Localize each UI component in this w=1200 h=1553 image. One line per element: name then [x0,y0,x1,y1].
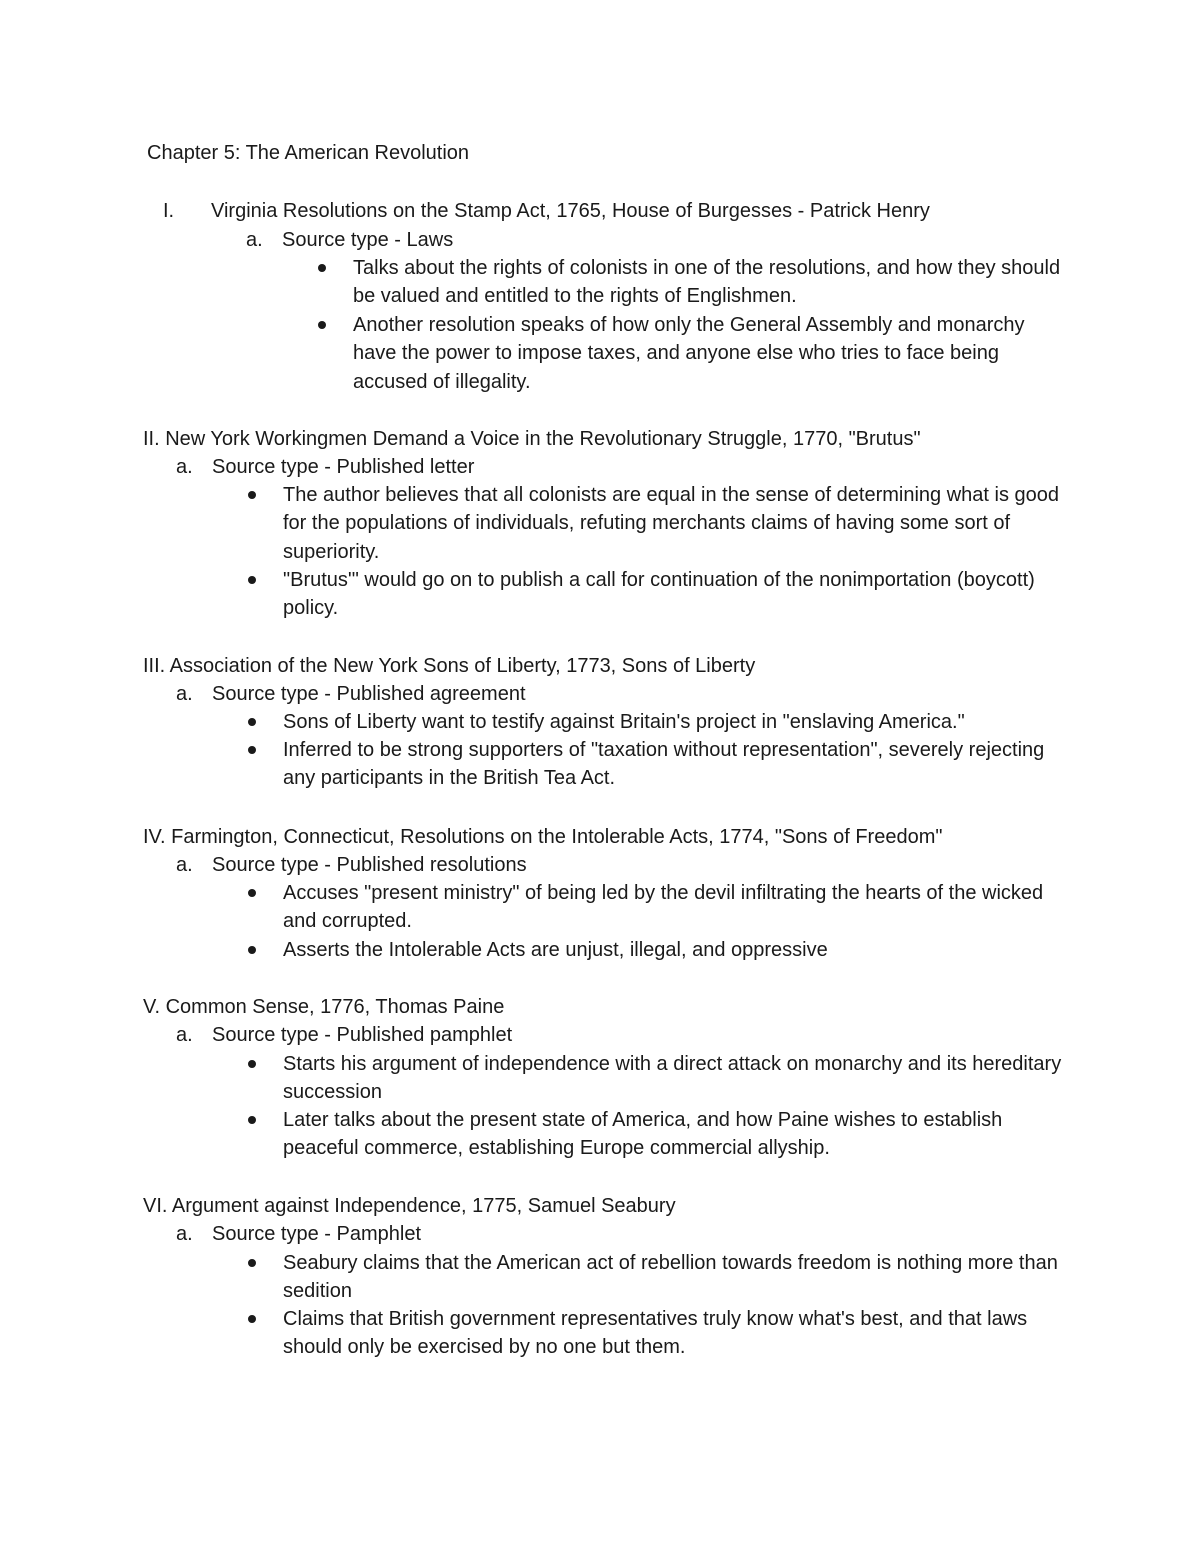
source-type: Source type - Pamphlet [212,1223,421,1245]
bullet-text: Later talks about the present state of America, and how Paine wishes to establish peaceful commerce, establishing Europe commercial allyship. [283,1109,1003,1160]
bullet-icon [248,576,256,584]
bullet-icon [318,321,326,329]
list-marker: a. [246,229,263,251]
bullet-icon [248,889,256,897]
section-heading: VI. Argument against Independence, 1775, Samuel Seabury [143,1195,676,1217]
bullet-icon [248,1259,256,1267]
source-type: Source type - Published agreement [212,683,526,705]
list-marker: a. [176,683,193,705]
chapter-title: Chapter 5: The American Revolution [147,142,470,164]
bullet-text: Inferred to be strong supporters of "taxation without representation", severely rejecting any participants in the British Tea Act. [283,739,1045,790]
bullet-text: "Brutus'" would go on to publish a call for continuation of the nonimportation (boycott) policy. [283,569,1035,620]
bullet-icon [248,946,256,954]
list-marker: a. [176,456,193,478]
list-marker: a. [176,1024,193,1046]
source-type: Source type - Published resolutions [212,854,527,876]
list-marker: a. [176,1223,193,1245]
section-heading: Virginia Resolutions on the Stamp Act, 1765, House of Burgesses - Patrick Henry [211,200,930,222]
bullet-icon [248,718,256,726]
section-numeral: I. [163,200,175,222]
bullet-text: Accuses "present ministry" of being led by the devil infiltrating the hearts of the wicked and corrupted. [283,882,1044,933]
bullet-icon [248,1060,256,1068]
bullet-text: Seabury claims that the American act of rebellion towards freedom is nothing more than sedition [283,1252,1058,1303]
source-type: Source type - Published pamphlet [212,1024,513,1046]
bullet-icon [248,1116,256,1124]
section-heading: III. Association of the New York Sons of Liberty, 1773, Sons of Liberty [143,655,756,677]
bullet-text: Claims that British government representatives truly know what's best, and that laws should only be exercised by no one but them. [283,1308,1028,1359]
bullet-text: Asserts the Intolerable Acts are unjust, illegal, and oppressive [283,939,828,961]
bullet-text: Sons of Liberty want to testify against Britain's project in "enslaving America." [283,711,965,733]
bullet-icon [248,746,256,754]
bullet-icon [248,491,256,499]
bullet-text: Talks about the rights of colonists in one of the resolutions, and how they should be valued and entitled to the rights of Englishmen. [353,257,1061,308]
bullet-text: Starts his argument of independence with a direct attack on monarchy and its hereditary succession [283,1053,1062,1104]
section-heading: IV. Farmington, Connecticut, Resolutions on the Intolerable Acts, 1774, "Sons of Freedom" [143,826,943,848]
source-type: Source type - Laws [282,229,454,251]
bullet-text: The author believes that all colonists are equal in the sense of determining what is good for the populations of individuals, refuting merchants claims of having some sort of superiority. [283,484,1060,563]
bullet-icon [318,264,326,272]
bullet-icon [248,1315,256,1323]
bullet-text: Another resolution speaks of how only the General Assembly and monarchy have the power to impose taxes, and anyone else who tries to face being accused of illegality. [353,314,1025,393]
list-marker: a. [176,854,193,876]
section-heading: V. Common Sense, 1776, Thomas Paine [143,996,505,1018]
source-type: Source type - Published letter [212,456,475,478]
section-heading: II. New York Workingmen Demand a Voice in the Revolutionary Struggle, 1770, "Brutus" [143,428,921,450]
